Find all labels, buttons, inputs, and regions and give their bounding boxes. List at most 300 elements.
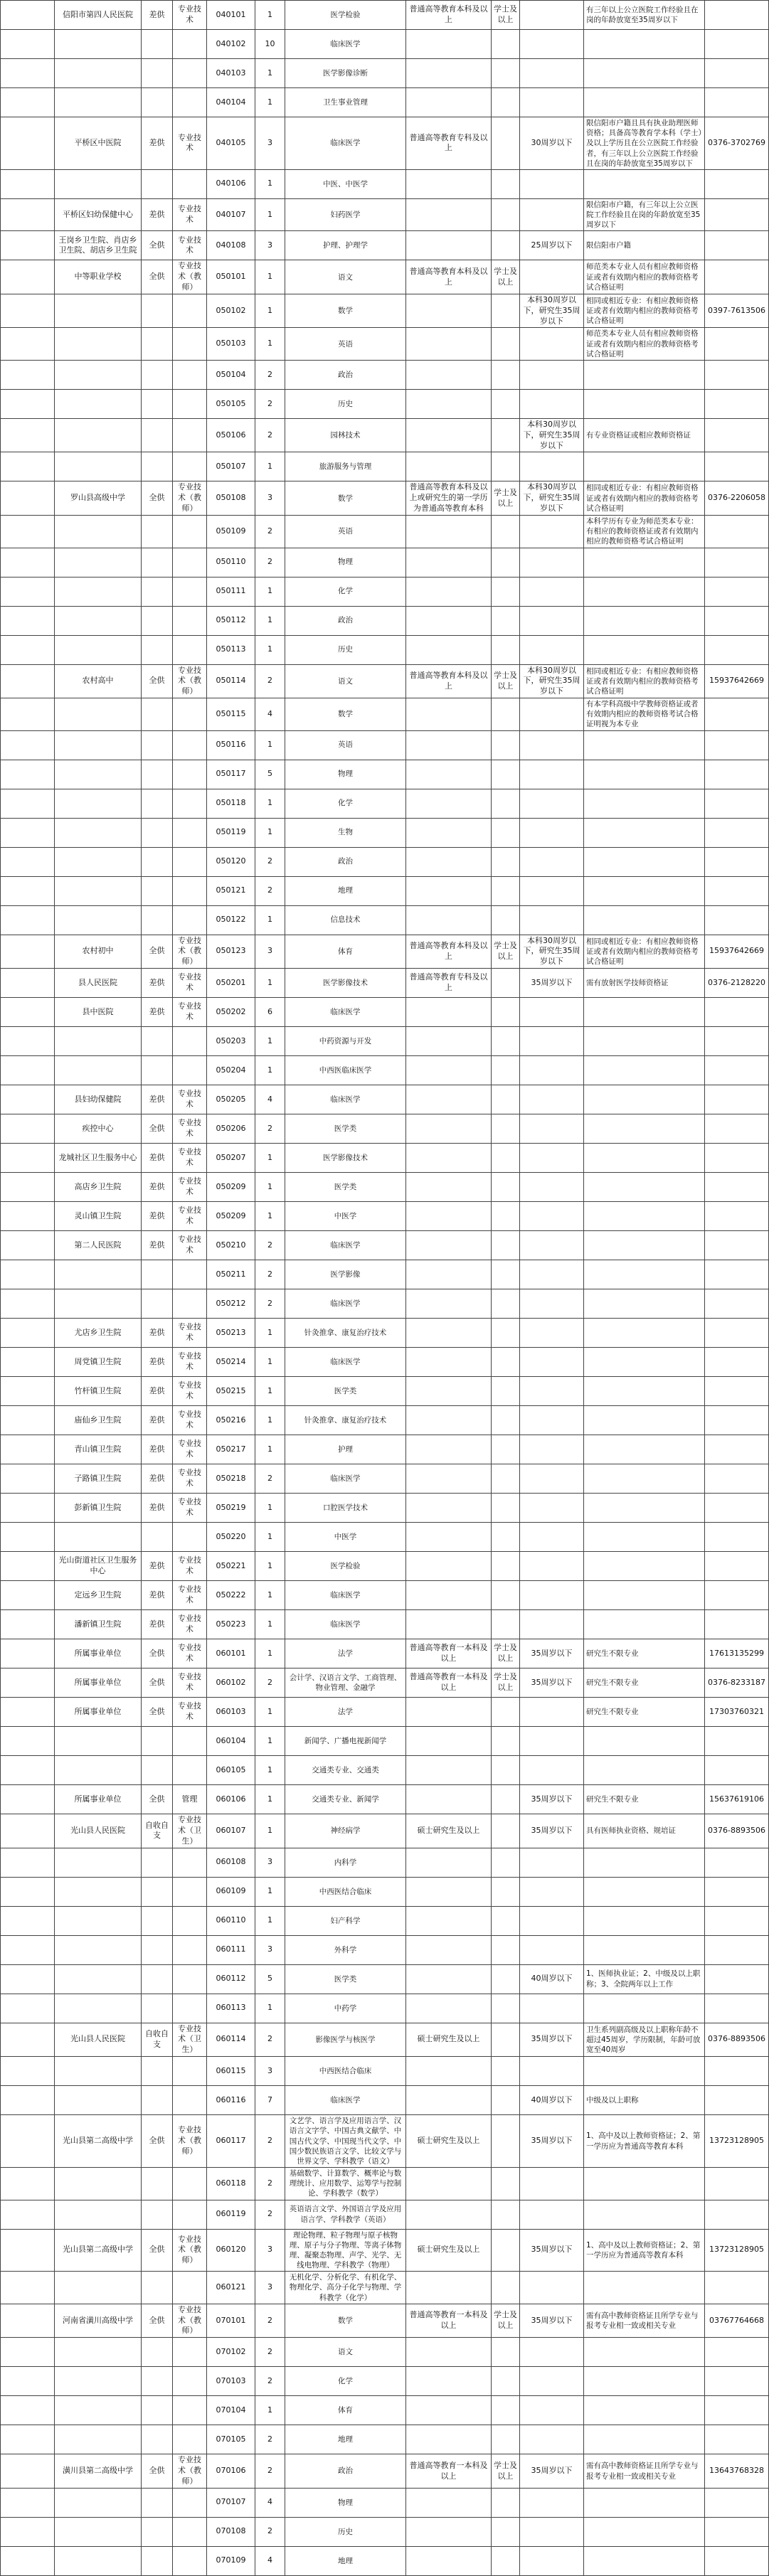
degree-cell [492,1289,520,1319]
phone-cell [705,847,769,876]
unit-cell: 潘新镇卫生院 [55,1610,142,1639]
phone-cell [705,260,769,294]
dept-cell [1,481,55,516]
post-type-cell [173,30,207,59]
degree-cell [492,760,520,789]
degree-cell [492,2425,520,2454]
note-cell: 卫生系列副高级及以上职称年龄不超过45周岁，学历限制，年龄可放宽至40周岁 [584,2023,705,2057]
code-cell: 050121 [207,876,255,905]
major-cell: 神经病学 [285,1814,406,1848]
post-type-cell: 专业技术（教师） [173,2115,207,2168]
fund-cell: 差供 [142,1231,173,1260]
note-cell: 具有医师执业资格、规培证 [584,1814,705,1848]
fund-cell [142,606,173,635]
edu-cell [406,1523,492,1552]
edu-cell [406,635,492,664]
note-cell [584,1727,705,1756]
edu-cell [406,1202,492,1231]
major-cell: 数学 [285,481,406,516]
degree-cell [492,1935,520,1964]
edu-cell [406,1552,492,1581]
post-type-cell [173,577,207,606]
edu-cell: 普通高等教育专科及以上 [406,117,492,170]
phone-cell [705,2425,769,2454]
unit-cell [55,88,142,117]
dept-cell [1,818,55,847]
fund-cell: 全供 [142,1639,173,1668]
count-cell: 1 [255,1698,285,1727]
post-type-cell: 专业技术 [173,1581,207,1610]
major-cell: 临床医学 [285,1231,406,1260]
edu-cell [406,2546,492,2575]
age-cell: 35周岁以下 [520,2229,584,2272]
degree-cell [492,2023,520,2057]
dept-cell [1,1406,55,1435]
table-row [1,59,769,88]
major-cell: 化学 [285,789,406,818]
degree-cell [492,1848,520,1877]
age-cell: 35周岁以下 [520,2023,584,2057]
degree-cell: 学士及以上 [492,1639,520,1668]
table-row [1,1027,769,1056]
degree-cell [492,2272,520,2304]
count-cell: 1 [255,1581,285,1610]
count-cell: 2 [255,2338,285,2367]
dept-cell [1,1056,55,1085]
major-cell: 体育 [285,935,406,969]
degree-cell [492,2396,520,2425]
count-cell: 6 [255,998,285,1027]
phone-cell [705,2338,769,2367]
unit-cell [55,577,142,606]
phone-cell [705,548,769,577]
phone-cell [705,1173,769,1202]
edu-cell [406,1906,492,1935]
dept-cell [1,698,55,731]
major-cell: 内科学 [285,1848,406,1877]
count-cell: 1 [255,818,285,847]
unit-cell [55,1027,142,1056]
phone-cell [705,876,769,905]
unit-cell [55,905,142,935]
dept-cell [1,418,55,452]
dept-cell [1,1085,55,1114]
table-row [1,481,769,516]
code-cell: 050216 [207,1406,255,1435]
dept-cell [1,2517,55,2546]
age-cell [520,1260,584,1289]
phone-cell [705,1,769,30]
edu-cell [406,2200,492,2229]
age-cell: 35周岁以下 [520,2454,584,2489]
unit-cell: 光山县第二高级中学 [55,2229,142,2272]
count-cell: 1 [255,1319,285,1348]
post-type-cell: 专业技术（教师） [173,481,207,516]
dept-cell [1,2057,55,2086]
table-row [1,30,769,59]
count-cell: 1 [255,198,285,231]
code-cell: 060101 [207,1639,255,1668]
degree-cell [492,1144,520,1173]
major-cell: 中药学 [285,1994,406,2023]
note-cell: 需有高中教师资格证且所学专业与报考专业相一致或相关专业 [584,2304,705,2338]
edu-cell [406,418,492,452]
post-type-cell [173,1756,207,1785]
age-cell: 35周岁以下 [520,1668,584,1698]
phone-cell: 0376-8233187 [705,1668,769,1698]
major-cell: 物理 [285,760,406,789]
edu-cell [406,1848,492,1877]
post-type-cell [173,169,207,198]
degree-cell [492,88,520,117]
fund-cell: 全供 [142,2115,173,2168]
post-type-cell: 专业技术 [173,1319,207,1348]
fund-cell [142,2367,173,2396]
phone-cell [705,760,769,789]
code-cell: 050122 [207,905,255,935]
post-type-cell [173,2086,207,2115]
note-cell [584,1260,705,1289]
count-cell: 3 [255,2229,285,2272]
table-row [1,1552,769,1581]
phone-cell [705,1581,769,1610]
dept-cell [1,1756,55,1785]
count-cell: 5 [255,1964,285,1994]
age-cell [520,1289,584,1319]
degree-cell: 学士及以上 [492,260,520,294]
degree-cell [492,818,520,847]
unit-cell: 县中医院 [55,998,142,1027]
table-row [1,2425,769,2454]
degree-cell [492,789,520,818]
note-cell [584,606,705,635]
degree-cell [492,606,520,635]
note-cell [584,2488,705,2517]
fund-cell: 全供 [142,2304,173,2338]
fund-cell [142,698,173,731]
fund-cell [142,1289,173,1319]
age-cell [520,1435,584,1464]
major-cell: 临床医学 [285,2086,406,2115]
fund-cell: 全供 [142,231,173,260]
dept-cell [1,1319,55,1348]
age-cell [520,1,584,30]
degree-cell [492,1994,520,2023]
degree-cell [492,1348,520,1377]
post-type-cell: 专业技术 [173,969,207,998]
unit-cell [55,1289,142,1319]
count-cell: 1 [255,2396,285,2425]
unit-cell: 光山县第二高级中学 [55,2115,142,2168]
post-type-cell: 专业技术 [173,1231,207,1260]
edu-cell [406,1994,492,2023]
phone-cell [705,59,769,88]
table-row [1,2396,769,2425]
major-cell: 临床医学 [285,998,406,1027]
major-cell: 体育 [285,2396,406,2425]
edu-cell [406,1085,492,1114]
table-row [1,2367,769,2396]
phone-cell: 13643768328 [705,2454,769,2489]
phone-cell [705,1435,769,1464]
unit-cell [55,2168,142,2200]
note-cell [584,760,705,789]
phone-cell [705,30,769,59]
note-cell: 研究生不限专业 [584,1698,705,1727]
phone-cell [705,2086,769,2115]
table-body [1,1,769,2576]
unit-cell: 所属事业单位 [55,1698,142,1727]
degree-cell [492,117,520,170]
phone-cell: 13723128905 [705,2229,769,2272]
major-cell: 政治 [285,2454,406,2489]
code-cell: 050108 [207,481,255,516]
major-cell: 中医学 [285,1523,406,1552]
phone-cell [705,389,769,418]
degree-cell [492,577,520,606]
post-type-cell: 专业技术 [173,1173,207,1202]
table-row [1,1906,769,1935]
note-cell [584,1144,705,1173]
unit-cell [55,1523,142,1552]
fund-cell: 差供 [142,1173,173,1202]
unit-cell [55,2488,142,2517]
note-cell [584,847,705,876]
table-row [1,1319,769,1348]
degree-cell [492,1056,520,1085]
phone-cell [705,516,769,548]
post-type-cell: 专业技术 [173,1085,207,1114]
dept-cell [1,2229,55,2272]
unit-cell: 光山县人民医院 [55,2023,142,2057]
edu-cell [406,2488,492,2517]
degree-cell [492,2517,520,2546]
edu-cell [406,1785,492,1814]
degree-cell [492,1231,520,1260]
note-cell [584,1289,705,1319]
note-cell [584,1056,705,1085]
post-type-cell [173,548,207,577]
phone-cell [705,698,769,731]
dept-cell [1,231,55,260]
phone-cell [705,1994,769,2023]
edu-cell [406,59,492,88]
major-cell: 针灸推拿、康复治疗技术 [285,1406,406,1435]
note-cell [584,1377,705,1406]
code-cell: 050219 [207,1494,255,1523]
fund-cell [142,847,173,876]
fund-cell [142,360,173,389]
unit-cell [55,389,142,418]
fund-cell: 全供 [142,260,173,294]
count-cell: 1 [255,1814,285,1848]
phone-cell [705,198,769,231]
unit-cell: 中等职业学校 [55,260,142,294]
edu-cell [406,1377,492,1406]
age-cell: 35周岁以下 [520,1814,584,1848]
unit-cell [55,2200,142,2229]
edu-cell [406,1964,492,1994]
major-cell: 中西医结合临床 [285,2057,406,2086]
age-cell [520,1464,584,1494]
code-cell: 060116 [207,2086,255,2115]
count-cell: 3 [255,117,285,170]
count-cell: 1 [255,1785,285,1814]
code-cell: 050203 [207,1027,255,1056]
phone-cell [705,1027,769,1056]
note-cell [584,635,705,664]
table-row [1,294,769,328]
note-cell [584,1348,705,1377]
fund-cell [142,577,173,606]
unit-cell: 河南省潢川高级中学 [55,2304,142,2338]
count-cell: 1 [255,328,285,361]
count-cell: 2 [255,1464,285,1494]
count-cell: 1 [255,1144,285,1173]
age-cell [520,2425,584,2454]
table-row [1,1377,769,1406]
table-row [1,1085,769,1114]
edu-cell [406,2272,492,2304]
code-cell: 050220 [207,1523,255,1552]
age-cell [520,1406,584,1435]
code-cell: 050115 [207,698,255,731]
degree-cell [492,1698,520,1727]
note-cell: 1、医师执业证；2、中级及以上职称；3、全院两年以上工作 [584,1964,705,1994]
dept-cell [1,1785,55,1814]
unit-cell: 潢川县第二高级中学 [55,2454,142,2489]
note-cell: 研究生不限专业 [584,1639,705,1668]
note-cell [584,1848,705,1877]
age-cell [520,548,584,577]
major-cell: 会计学、汉语言文学、工商管理、物业管理、金融学 [285,1668,406,1698]
phone-cell [705,1319,769,1348]
dept-cell [1,2367,55,2396]
table-row [1,1848,769,1877]
count-cell: 7 [255,2086,285,2115]
note-cell [584,1406,705,1435]
degree-cell [492,418,520,452]
edu-cell [406,698,492,731]
code-cell: 050103 [207,328,255,361]
dept-cell [1,169,55,198]
dept-cell [1,59,55,88]
table-row [1,452,769,481]
post-type-cell: 专业技术 [173,1144,207,1173]
code-cell: 050116 [207,730,255,760]
table-row [1,789,769,818]
table-row [1,1581,769,1610]
unit-cell [55,2517,142,2546]
post-type-cell [173,360,207,389]
age-cell [520,847,584,876]
note-cell [584,1610,705,1639]
code-cell: 060114 [207,2023,255,2057]
code-cell: 050111 [207,577,255,606]
table-row [1,2488,769,2517]
code-cell: 060118 [207,2168,255,2200]
count-cell: 2 [255,2115,285,2168]
fund-cell [142,1756,173,1785]
note-cell [584,2200,705,2229]
note-cell: 需有放射医学技师资格证 [584,969,705,998]
post-type-cell: 专业技术 [173,198,207,231]
count-cell: 2 [255,2425,285,2454]
code-cell: 050119 [207,818,255,847]
fund-cell: 差供 [142,1085,173,1114]
dept-cell [1,1935,55,1964]
phone-cell [705,2488,769,2517]
unit-cell [55,1848,142,1877]
degree-cell [492,969,520,998]
note-cell: 有本学科高级中学教师资格证或者有效期内相应的教师资格考试合格证明视为本专业 [584,698,705,731]
age-cell [520,1994,584,2023]
count-cell: 1 [255,969,285,998]
fund-cell [142,730,173,760]
code-cell: 050114 [207,664,255,698]
count-cell: 5 [255,760,285,789]
major-cell: 地理 [285,2425,406,2454]
phone-cell [705,1935,769,1964]
fund-cell [142,548,173,577]
major-cell: 无机化学、分析化学、有机化学、物理化学、高分子化学与物理、学科教学（化学） [285,2272,406,2304]
count-cell: 2 [255,548,285,577]
fund-cell: 差供 [142,1610,173,1639]
phone-cell: 0376-2206058 [705,481,769,516]
dept-cell [1,1877,55,1906]
major-cell: 医学影像 [285,1260,406,1289]
degree-cell [492,2200,520,2229]
table-row [1,1639,769,1668]
major-cell: 医学类 [285,1173,406,1202]
count-cell: 2 [255,2454,285,2489]
post-type-cell: 专业技术 [173,1639,207,1668]
table-row [1,1698,769,1727]
count-cell: 1 [255,606,285,635]
fund-cell: 全供 [142,935,173,969]
note-cell [584,2168,705,2200]
code-cell: 050201 [207,969,255,998]
dept-cell [1,328,55,361]
degree-cell [492,635,520,664]
code-cell: 050106 [207,418,255,452]
dept-cell [1,117,55,170]
degree-cell [492,2488,520,2517]
count-cell: 1 [255,1523,285,1552]
table-row [1,516,769,548]
major-cell: 数学 [285,698,406,731]
age-cell [520,1698,584,1727]
post-type-cell [173,2488,207,2517]
dept-cell [1,664,55,698]
code-cell: 040101 [207,1,255,30]
unit-cell: 王岗乡卫生院、肖店乡卫生院、胡店乡卫生院 [55,231,142,260]
phone-cell [705,1348,769,1377]
post-type-cell: 专业技术 [173,1377,207,1406]
fund-cell [142,2200,173,2229]
code-cell: 050212 [207,1289,255,1319]
code-cell: 040104 [207,88,255,117]
count-cell: 2 [255,2023,285,2057]
code-cell: 040102 [207,30,255,59]
count-cell: 1 [255,59,285,88]
post-type-cell: 专业技术（教师） [173,260,207,294]
unit-cell: 尤店乡卫生院 [55,1319,142,1348]
post-type-cell: 专业技术 [173,1668,207,1698]
fund-cell [142,418,173,452]
dept-cell [1,548,55,577]
major-cell: 历史 [285,389,406,418]
